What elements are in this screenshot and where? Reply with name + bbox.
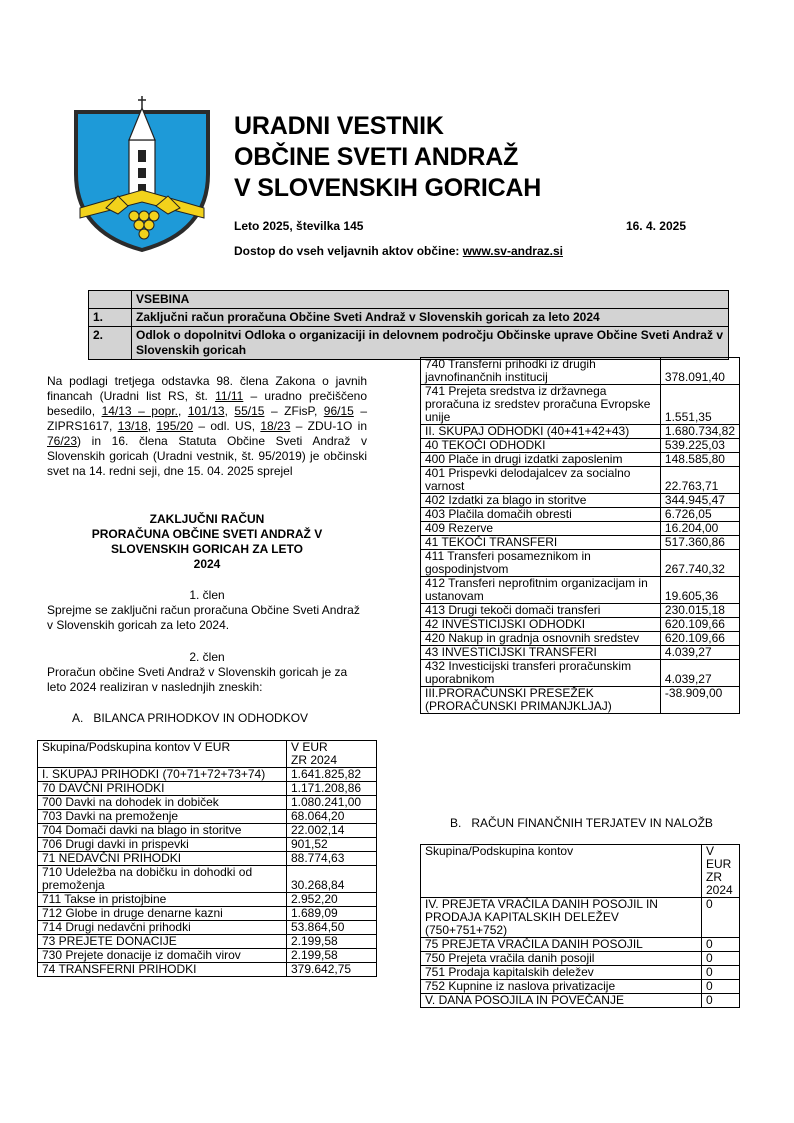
row-value: 22.763,71 (660, 467, 739, 494)
row-value: 230.015,18 (660, 604, 739, 618)
balance-table (37, 740, 377, 977)
document-title (47, 512, 367, 572)
contents-item[interactable] (89, 327, 729, 360)
article-2-title: 2. člen (189, 650, 225, 664)
contents-table (88, 290, 729, 360)
table-row (421, 646, 740, 660)
title-line-2: OBČINE SVETI ANDRAŽ (234, 143, 519, 171)
intro-text: – ZFisP, (264, 404, 324, 418)
row-label: 741 Prejeta sredstva iz državnega proračuna iz sredstev proračuna Evropske unije (421, 385, 661, 425)
row-label: 704 Domači davki na blago in storitve (38, 824, 287, 838)
title-line-1: URADNI VESTNIK (234, 112, 444, 140)
table-row (421, 966, 740, 980)
issue-date: 16. 4. 2025 (625, 219, 686, 233)
row-value: 0 (702, 980, 740, 994)
row-label: 740 Transferni prihodki iz drugih javnofinančnih institucij (421, 358, 661, 385)
section-b-heading: B. RAČUN FINANČNIH TERJATEV IN NALOŽB (450, 816, 713, 830)
row-label: III.PRORAČUNSKI PRESEŽEK (PRORAČUNSKI PRIMANJKLJAJ) (421, 687, 661, 714)
table-row (421, 494, 740, 508)
table-row (38, 796, 377, 810)
table-row (421, 660, 740, 687)
law-link[interactable]: 76/23 (47, 434, 78, 448)
row-value: 68.064,20 (287, 810, 377, 824)
row-label: 712 Globe in druge denarne kazni (38, 907, 287, 921)
balance-table-continued (420, 357, 740, 714)
row-value: 16.204,00 (660, 522, 739, 536)
law-link[interactable]: 195/20 (156, 419, 194, 433)
table-row (38, 810, 377, 824)
row-label: 413 Drugi tekoči domači transferi (421, 604, 661, 618)
column-header: V EUR ZR 2024 (287, 741, 377, 768)
table-row (421, 550, 740, 577)
row-value: 2.199,58 (287, 949, 377, 963)
table-row (38, 852, 377, 866)
row-label: 711 Takse in pristojbine (38, 893, 287, 907)
article-1-title: 1. člen (189, 588, 225, 602)
row-label: 411 Transferi posameznikom in gospodinjstvom (421, 550, 661, 577)
row-value: 344.945,47 (660, 494, 739, 508)
row-label: 730 Prejete donacije iz domačih virov (38, 949, 287, 963)
row-label: 401 Prispevki delodajalcev za socialno varnost (421, 467, 661, 494)
table-row (421, 687, 740, 714)
law-link[interactable]: 18/23 (260, 419, 291, 433)
row-value: 4.039,27 (660, 660, 739, 687)
access-line (234, 244, 563, 258)
row-value: 267.740,32 (660, 550, 739, 577)
row-value: 1.680.734,82 (660, 425, 739, 439)
row-label: 73 PREJETE DONACIJE (38, 935, 287, 949)
law-link[interactable]: 101/13 (187, 404, 225, 418)
row-label: 74 TRANSFERNI PRIHODKI (38, 963, 287, 977)
table-row (38, 893, 377, 907)
table-row (421, 358, 740, 385)
row-value: 539.225,03 (660, 439, 739, 453)
contents-item[interactable] (89, 309, 729, 327)
row-label: 751 Prodaja kapitalskih deležev (421, 966, 702, 980)
intro-text: – odl. US, (193, 419, 261, 433)
row-value: 22.002,14 (287, 824, 377, 838)
row-label: 706 Drugi davki in prispevki (38, 838, 287, 852)
row-value: 378.091,40 (660, 358, 739, 385)
row-value: 148.585,80 (660, 453, 739, 467)
intro-text: – ZDU-1O in (290, 419, 368, 433)
row-label: 420 Nakup in gradnja osnovnih sredstev (421, 632, 661, 646)
table-row (38, 782, 377, 796)
table-row (38, 921, 377, 935)
intro-text: , (224, 404, 235, 418)
table-row (38, 866, 377, 893)
row-value: 88.774,63 (287, 852, 377, 866)
row-value: 2.952,20 (287, 893, 377, 907)
table-row (38, 935, 377, 949)
title-line-3: V SLOVENSKIH GORICAH (234, 174, 542, 202)
website-link[interactable]: www.sv-andraz.si (462, 244, 563, 258)
table-row (421, 994, 740, 1008)
row-value: 0 (702, 952, 740, 966)
document-title-line: PRORAČUNA OBČINE SVETI ANDRAŽ V (91, 527, 323, 541)
row-label: IV. PREJETA VRAČILA DANIH POSOJIL IN PRODAJA KAPITALSKIH DELEŽEV (750+751+752) (421, 898, 702, 938)
table-row (421, 632, 740, 646)
row-value: 2.199,58 (287, 935, 377, 949)
column-header: Skupina/Podskupina kontov V EUR (38, 741, 287, 768)
row-value: 0 (702, 966, 740, 980)
document-title-line: 2024 (193, 557, 221, 571)
row-value: 0 (702, 898, 740, 938)
article-2-text: Proračun občine Sveti Andraž v Slovenskih goricah je za leto 2024 realiziran v naslednjih zneskih: (47, 665, 348, 694)
table-row (421, 536, 740, 550)
row-label: 714 Drugi nedavčni prihodki (38, 921, 287, 935)
intro-text: – ZIPRS1617, (47, 404, 368, 433)
row-value: 19.605,36 (660, 577, 739, 604)
law-link[interactable]: 13/18 (117, 419, 148, 433)
row-value: -38.909,00 (660, 687, 739, 714)
table-row (421, 385, 740, 425)
document-title-line: SLOVENSKIH GORICAH ZA LETO (110, 542, 303, 556)
article-1-text: Sprejme se zaključni račun proračuna Občine Sveti Andraž v Slovenskih goricah za leto 2024. (47, 603, 360, 632)
table-row (38, 824, 377, 838)
financial-claims-table (420, 844, 740, 1008)
section-a-heading: A. BILANCA PRIHODKOV IN ODHODKOV (72, 711, 309, 725)
column-header: V EUR ZR 2024 (702, 845, 740, 898)
table-row (38, 907, 377, 921)
table-row (421, 439, 740, 453)
row-value: 1.171.208,86 (287, 782, 377, 796)
row-value: 379.642,75 (287, 963, 377, 977)
row-label: 752 Kupnine iz naslova privatizacije (421, 980, 702, 994)
row-value: 1.641.825,82 (287, 768, 377, 782)
table-header-row (38, 741, 377, 768)
table-header-row (421, 845, 740, 898)
row-value: 620.109,66 (660, 632, 739, 646)
intro-paragraph (47, 374, 367, 479)
row-label: 40 TEKOČI ODHODKI (421, 439, 661, 453)
row-label: V. DANA POSOJILA IN POVEČANJE (421, 994, 702, 1008)
intro-text: – uradno prečiščeno besedilo, (47, 389, 367, 418)
law-link[interactable]: 14/13 – popr. (101, 404, 178, 418)
row-value: 0 (702, 994, 740, 1008)
row-label: 41 TEKOČI TRANSFERI (421, 536, 661, 550)
law-link[interactable]: 55/15 (234, 404, 265, 418)
row-value: 53.864,50 (287, 921, 377, 935)
table-row (38, 963, 377, 977)
row-value: 620.109,66 (660, 618, 739, 632)
contents-item-text: Odlok o dopolnitvi Odloka o organizaciji in delovnem področju Občinske uprave Občine Sveti Andraž v Slovenskih goricah (132, 327, 729, 360)
publication-title (234, 111, 541, 204)
row-label: 710 Udeležba na dobičku in dohodki od premoženja (38, 866, 287, 893)
row-value: 1.689,09 (287, 907, 377, 921)
row-label: 75 PREJETA VRAČILA DANIH POSOJIL (421, 938, 702, 952)
table-row (421, 898, 740, 938)
row-value: 6.726,05 (660, 508, 739, 522)
row-label: 409 Rezerve (421, 522, 661, 536)
row-label: II. SKUPAJ ODHODKI (40+41+42+43) (421, 425, 661, 439)
row-value: 901,52 (287, 838, 377, 852)
row-label: 71 NEDAVČNI PRIHODKI (38, 852, 287, 866)
row-label: I. SKUPAJ PRIHODKI (70+71+72+73+74) (38, 768, 287, 782)
contents-item-num: 1. (89, 309, 132, 327)
table-row (421, 938, 740, 952)
row-value: 517.360,86 (660, 536, 739, 550)
table-row (421, 508, 740, 522)
contents-heading: VSEBINA (132, 291, 729, 309)
table-row (38, 838, 377, 852)
row-value: 30.268,84 (287, 866, 377, 893)
row-label: 432 Investicijski transferi proračunskim uporabnikom (421, 660, 661, 687)
table-row (421, 467, 740, 494)
row-label: 402 Izdatki za blago in storitve (421, 494, 661, 508)
row-value: 1.551,35 (660, 385, 739, 425)
table-row (421, 618, 740, 632)
row-value: 4.039,27 (660, 646, 739, 660)
coat-of-arms-icon (72, 92, 212, 252)
table-row (421, 453, 740, 467)
row-label: 42 INVESTICIJSKI ODHODKI (421, 618, 661, 632)
law-link[interactable]: 96/15 (323, 404, 354, 418)
intro-text: , (147, 419, 157, 433)
intro-text: Na podlagi tretjega odstavka 98. člena Zakona o javnih financah (Uradni list RS, št. (47, 374, 367, 403)
row-value: 1.080.241,00 (287, 796, 377, 810)
table-row (421, 425, 740, 439)
document-title-line: ZAKLJUČNI RAČUN (149, 512, 265, 526)
contents-num-empty (89, 291, 132, 309)
table-row (421, 980, 740, 994)
access-text: Dostop do vseh veljavnih aktov občine: (234, 244, 463, 258)
table-row (421, 522, 740, 536)
issue-number: Leto 2025, številka 145 (234, 219, 364, 233)
table-row (38, 768, 377, 782)
column-header: Skupina/Podskupina kontov (421, 845, 702, 898)
row-label: 403 Plačila domačih obresti (421, 508, 661, 522)
intro-text: , (178, 404, 188, 418)
contents-item-text: Zaključni račun proračuna Občine Sveti Andraž v Slovenskih goricah za leto 2024 (132, 309, 729, 327)
contents-item-num: 2. (89, 327, 132, 360)
table-row (421, 577, 740, 604)
row-label: 703 Davki na premoženje (38, 810, 287, 824)
issue-line (234, 219, 686, 233)
intro-text: ) in 16. člena Statuta Občine Sveti Andraž v Slovenskih goricah (Uradni vestnik, št. 95/2019) je občinski svet na 14. redni seji, dne 15. 04. 2025 sprejel (47, 434, 367, 478)
row-label: 700 Davki na dohodek in dobiček (38, 796, 287, 810)
row-label: 43 INVESTICIJSKI TRANSFERI (421, 646, 661, 660)
row-label: 400 Plače in drugi izdatki zaposlenim (421, 453, 661, 467)
table-row (421, 952, 740, 966)
table-row (38, 949, 377, 963)
row-label: 70 DAVČNI PRIHODKI (38, 782, 287, 796)
row-label: 750 Prejeta vračila danih posojil (421, 952, 702, 966)
row-label: 412 Transferi neprofitnim organizacijam in ustanovam (421, 577, 661, 604)
law-link[interactable]: 11/11 (215, 389, 244, 403)
table-row (421, 604, 740, 618)
row-value: 0 (702, 938, 740, 952)
